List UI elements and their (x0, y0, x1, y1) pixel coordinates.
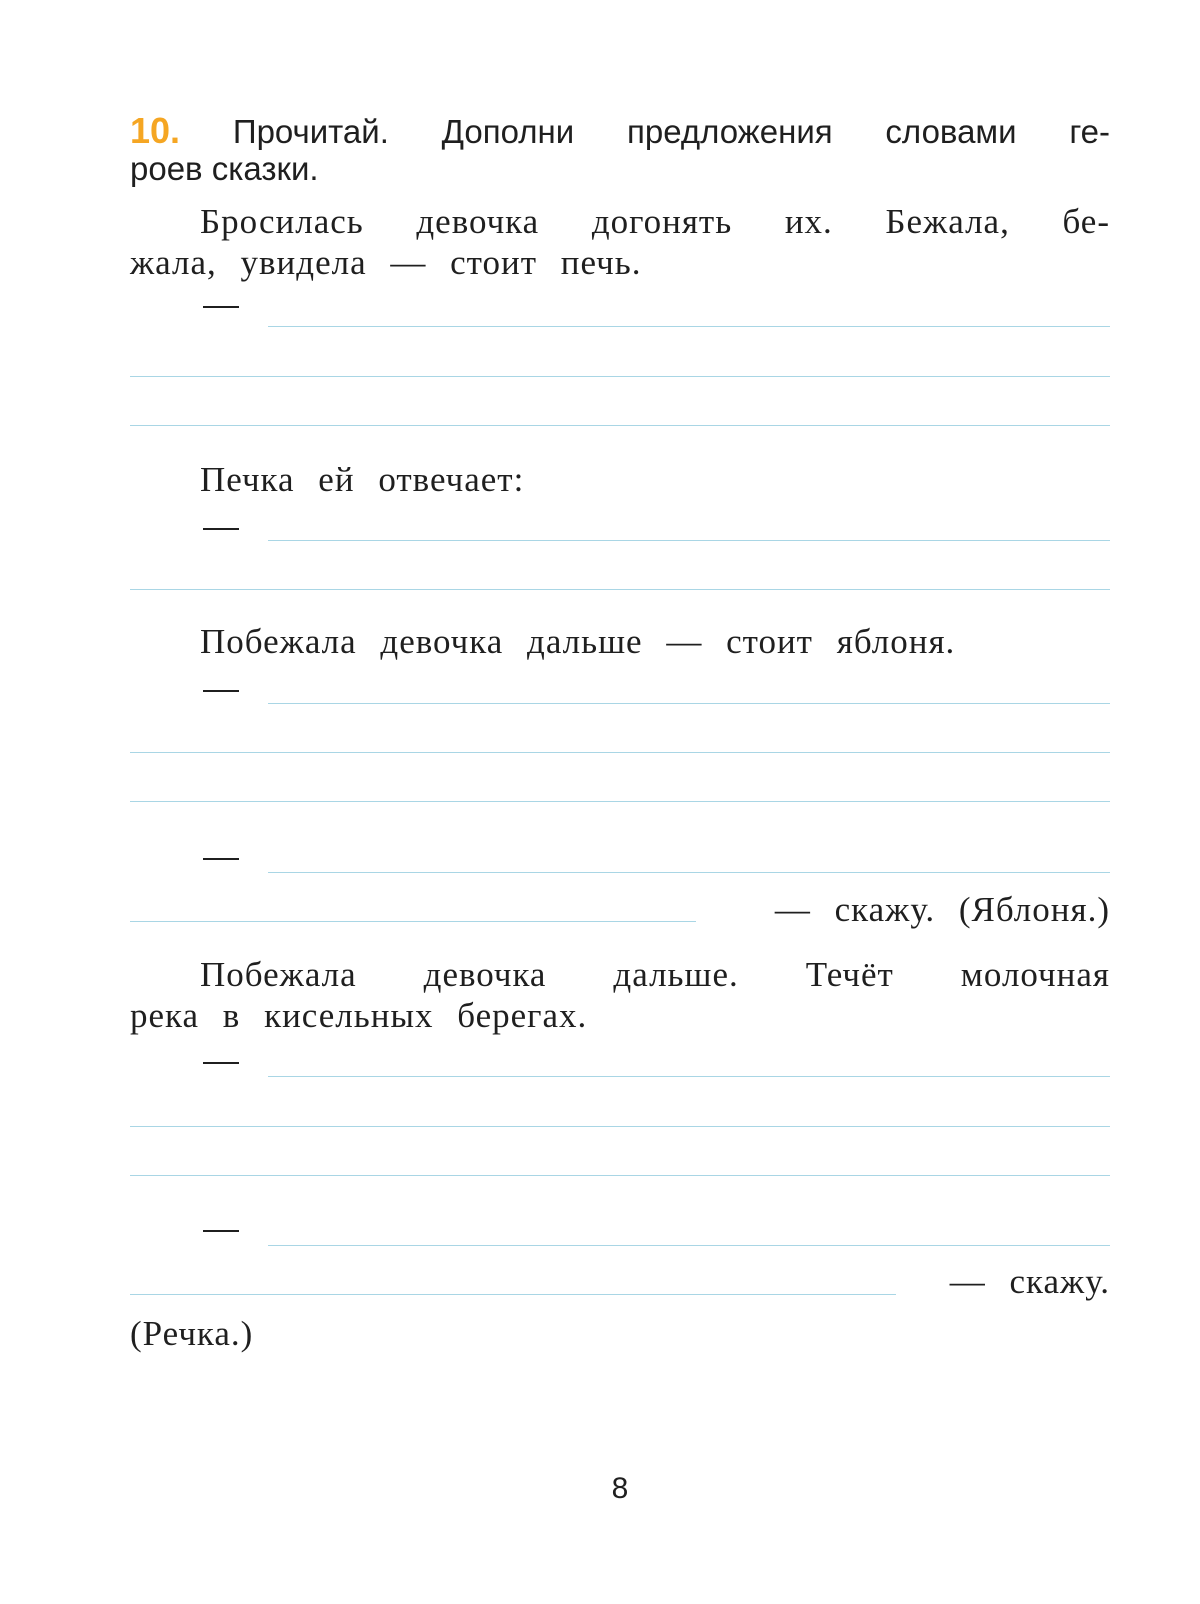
answer-line[interactable] (268, 872, 1110, 873)
page-number: 8 (611, 1472, 629, 1505)
paragraph-1-line-2: жала, увидела — стоит печь. (130, 243, 642, 282)
answer-line[interactable] (268, 1076, 1110, 1077)
answer-line[interactable] (130, 425, 1110, 426)
answer-line[interactable] (130, 1175, 1110, 1176)
answer-line[interactable] (268, 703, 1110, 704)
dialogue-dash (203, 528, 243, 532)
answer-line[interactable] (130, 376, 1110, 377)
answer-line[interactable] (130, 1126, 1110, 1127)
answer-line[interactable] (130, 801, 1110, 802)
paragraph-4-line-1: Побежала девочка дальше. Течёт молочная (200, 955, 1110, 994)
instruction-line-2: роев сказки. (130, 150, 319, 187)
dialogue-dash (203, 690, 243, 694)
dialogue-dash (203, 858, 243, 862)
instruction-line-1 (130, 110, 1110, 152)
answer-line[interactable] (130, 921, 696, 922)
paragraph-3-ending: — скажу. (Яблоня.) (774, 890, 1110, 929)
answer-line[interactable] (130, 752, 1110, 753)
paragraph-4-line-2: река в кисельных берегах. (130, 996, 588, 1035)
dialogue-dash (203, 1230, 243, 1234)
dialogue-dash (203, 306, 243, 310)
dialogue-dash (203, 1062, 243, 1066)
paragraph-3: Побежала девочка дальше — стоит яблоня. (200, 622, 956, 661)
answer-line[interactable] (130, 1294, 896, 1295)
paragraph-4-ending: — скажу. (949, 1262, 1110, 1301)
paragraph-1-line-1: Бросилась девочка догонять их. Бежала, бе- (200, 202, 1110, 241)
instruction-text: Прочитай. Дополни предложения словами ге- (232, 113, 1111, 150)
answer-line[interactable] (130, 589, 1110, 590)
answer-line[interactable] (268, 540, 1110, 541)
exercise-number: 10. (130, 110, 181, 151)
paragraph-4-tail: (Речка.) (130, 1314, 254, 1353)
paragraph-2: Печка ей отвечает: (200, 460, 525, 499)
answer-line[interactable] (268, 1245, 1110, 1246)
answer-line[interactable] (268, 326, 1110, 327)
